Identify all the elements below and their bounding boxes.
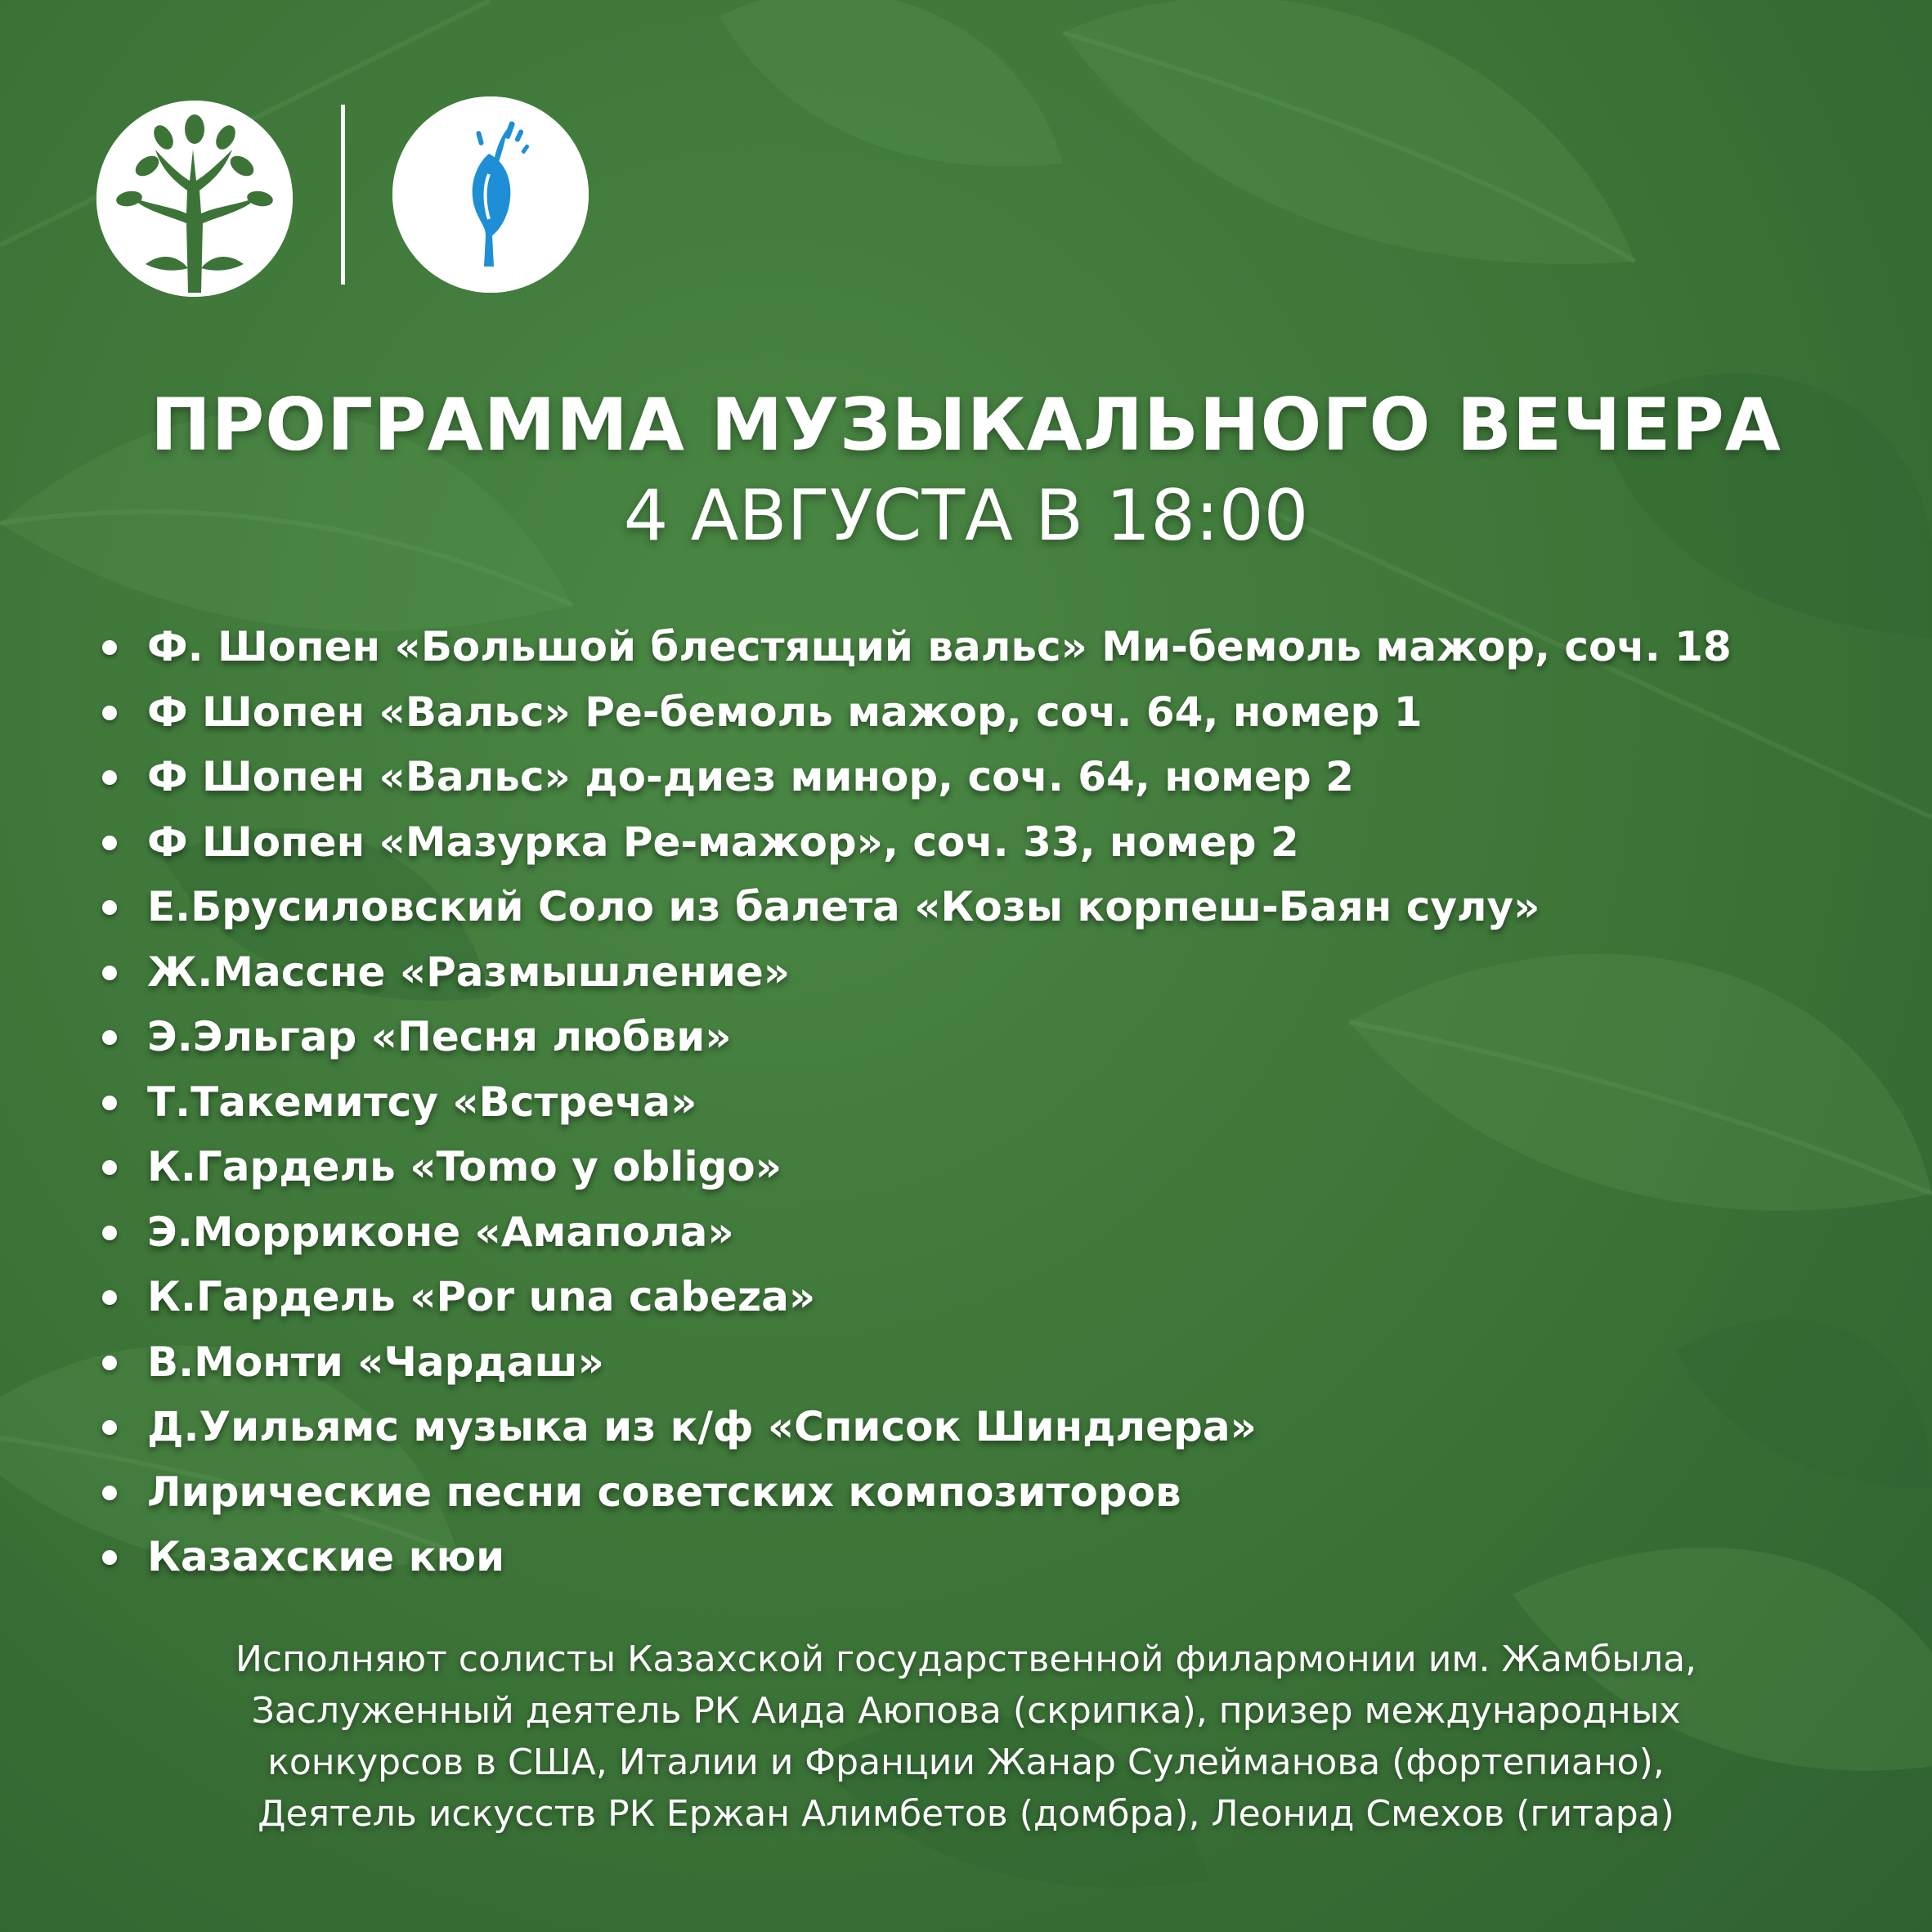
performers-block <box>0 1634 1932 1840</box>
program-item <box>98 1265 1897 1330</box>
bullet-icon <box>102 770 117 785</box>
event-title: ПРОГРАММА МУЗЫКАЛЬНОГО ВЕЧЕРА <box>150 383 1782 467</box>
logos <box>96 96 603 293</box>
program-item-text: Ф Шопен «Мазурка Ре-мажор», соч. 33, номер 2 <box>147 818 1299 866</box>
program-item-text: Казахские кюи <box>147 1533 505 1580</box>
bullet-icon <box>102 1160 117 1175</box>
program-item <box>98 1070 1897 1136</box>
blue-tulip-fountain-icon <box>392 96 589 293</box>
bullet-icon <box>102 1290 117 1305</box>
program-item <box>98 940 1897 1006</box>
bullet-icon <box>102 1030 117 1045</box>
bullet-icon <box>102 900 117 915</box>
performers-line: Заслуженный деятель РК Аида Аюпова (скрипка), призер международных <box>251 1690 1681 1732</box>
bullet-icon <box>102 1226 117 1240</box>
program-item <box>98 615 1897 680</box>
event-date-time: 4 АВГУСТА В 18:00 <box>623 475 1309 557</box>
bullet-icon <box>102 966 117 980</box>
program-item-text: Лирические песни советских композиторов <box>147 1468 1181 1516</box>
program-item-text: Ф Шопен «Вальс» Ре-бемоль мажор, соч. 64, номер 1 <box>147 688 1423 736</box>
tree-of-life-icon <box>96 101 293 297</box>
program-item <box>98 1525 1897 1590</box>
program-item-text: Ф. Шопен «Большой блестящий вальс» Ми-бемоль мажор, соч. 18 <box>147 623 1732 670</box>
program-item-text: К.Гардель «Tomo y obligo» <box>147 1143 782 1190</box>
program-item-text: В.Монти «Чардаш» <box>147 1338 604 1386</box>
performers-line: Исполняют солисты Казахской государственной филармонии им. Жамбыла, <box>235 1638 1697 1680</box>
performers-line: Деятель искусств РК Ержан Алимбетов (домбра), Леонид Смехов (гитара) <box>258 1793 1674 1835</box>
program-item <box>98 1005 1897 1070</box>
program-item-text: Э.Эльгар «Песня любви» <box>147 1013 732 1060</box>
bullet-icon <box>102 1486 117 1500</box>
bullet-icon <box>102 706 117 720</box>
program-item-text: К.Гардель «Por una cabeza» <box>147 1273 816 1320</box>
bullet-icon <box>102 1356 117 1370</box>
bullet-icon <box>102 1096 117 1110</box>
program-list <box>98 615 1897 1590</box>
program-item <box>98 1460 1897 1526</box>
program-item <box>98 1200 1897 1266</box>
program-item <box>98 680 1897 746</box>
bullet-icon <box>102 640 117 655</box>
program-item-text: Д.Уильямс музыка из к/ф «Список Шиндлера» <box>147 1403 1257 1450</box>
program-item <box>98 810 1897 876</box>
bullet-icon <box>102 836 117 850</box>
logo-divider <box>341 105 345 285</box>
program-item <box>98 745 1897 810</box>
program-item-text: Э.Морриконе «Амапола» <box>147 1208 734 1256</box>
bullet-icon <box>102 1550 117 1565</box>
program-item <box>98 1395 1897 1460</box>
program-item-text: Т.Такемитсу «Встреча» <box>147 1078 697 1126</box>
program-item-text: Ф Шопен «Вальс» до-диез минор, соч. 64, номер 2 <box>147 753 1354 800</box>
program-item <box>98 1135 1897 1200</box>
program-item-text: Ж.Массне «Размышление» <box>147 948 791 996</box>
bullet-icon <box>102 1420 117 1435</box>
program-item <box>98 875 1897 940</box>
program-item <box>98 1330 1897 1396</box>
title-block <box>0 384 1932 561</box>
performers-line: конкурсов в США, Италии и Франции Жанар Сулейманова (фортепиано), <box>267 1741 1665 1783</box>
program-item-text: Е.Брусиловский Соло из балета «Козы корпеш-Баян сулу» <box>147 883 1540 930</box>
